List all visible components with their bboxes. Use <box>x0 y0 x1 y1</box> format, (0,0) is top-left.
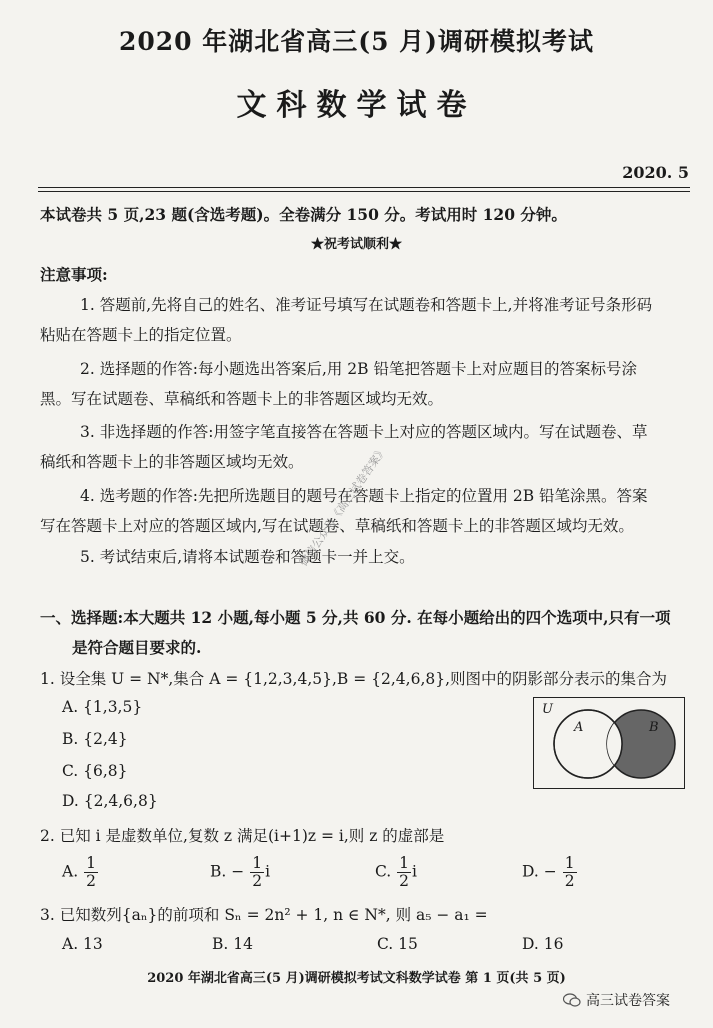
q2-option-b: B. − $\frac{1}{2}$ i <box>210 854 271 891</box>
section-1-heading-line-2: 是符合题目要求的. <box>72 638 202 657</box>
venn-set-a-label: A <box>574 720 584 735</box>
q1-option-c: C. {6,8} <box>62 762 128 780</box>
q2-option-a: A. $\frac{1}{2}$ <box>62 854 96 891</box>
q1-option-b: B. {2,4} <box>62 730 128 748</box>
exam-date: 2020. 5 <box>622 163 689 182</box>
venn-set-b-label: B <box>649 720 659 735</box>
notice-item-3-line-1: 3. 非选择题的作答:用签字笔直接答在答题卡上对应的答题区域内。写在试题卷、草 <box>80 423 648 441</box>
q3-stem: 3. 已知数列{aₙ}的前项和 Sₙ = 2n² + 1, n ∈ N*, 则 a₅ − a₁ = <box>40 906 488 924</box>
notice-item-1-line-1: 1. 答题前,先将自己的姓名、准考证号填写在试题卷和答题卡上,并将准考证号条形码 <box>80 296 653 314</box>
watermark: 微信公众号《高三试卷答案》 <box>296 444 390 569</box>
venn-diagram <box>533 697 685 789</box>
q3-option-a: A. 13 <box>62 935 103 953</box>
brand-badge <box>563 990 670 1010</box>
notice-item-2-line-1: 2. 选择题的作答:每小题选出答案后,用 2B 铅笔把答题卡上对应题目的答案标号涂 <box>80 360 637 378</box>
notice-item-1-line-2: 粘贴在答题卡上的指定位置。 <box>40 326 242 344</box>
notice-item-4-line-1: 4. 选考题的作答:先把所选题目的题号在答题卡上指定的位置用 2B 铅笔涂黑。答案 <box>80 487 648 505</box>
q1-stem: 1. 设全集 U = N*,集合 A = {1,2,3,4,5},B = {2,4,6,8},则图中的阴影部分表示的集合为 <box>40 670 668 688</box>
venn-universe-label: U <box>542 702 553 717</box>
q2-option-d: D. − $\frac{1}{2}$ <box>522 854 575 891</box>
notice-item-4-line-2: 写在答题卡上对应的答题区域内,写在试题卷、草稿纸和答题卡上的非答题区域均无效。 <box>40 517 634 535</box>
page-footer: 2020 年湖北省高三(5 月)调研模拟考试文科数学试卷 第 1 页(共 5 页) <box>147 971 566 986</box>
header-rule-bottom <box>38 191 690 192</box>
q1-option-d: D. {2,4,6,8} <box>62 792 158 810</box>
header-rule-top <box>38 187 690 188</box>
q3-option-d: D. 16 <box>522 935 564 953</box>
notice-item-2-line-2: 黑。写在试题卷、草稿纸和答题卡上的非答题区域均无效。 <box>40 390 444 408</box>
notice-item-3-line-2: 稿纸和答题卡上的非答题区域均无效。 <box>40 453 304 471</box>
q2-option-c: C. $\frac{1}{2}$ i <box>375 854 418 891</box>
q2-stem: 2. 已知 i 是虚数单位,复数 z 满足(i+1)z = i,则 z 的虚部是 <box>40 827 445 845</box>
notice-item-5: 5. 考试结束后,请将本试题卷和答题卡一并上交。 <box>80 548 415 566</box>
q1-option-a: A. {1,3,5} <box>62 698 143 716</box>
section-1-heading: 一、选择题:本大题共 12 小题,每小题 5 分,共 60 分. 在每小题给出的四个选项中,只有一项 <box>40 608 671 627</box>
exam-summary: 本试卷共 5 页,23 题(含选考题)。全卷满分 150 分。考试用时 120 分钟。 <box>40 205 567 224</box>
exam-subtitle: 文科数学试卷 <box>236 88 477 123</box>
q3-option-b: B. 14 <box>212 935 253 953</box>
good-luck-wish: ★祝考试顺利★ <box>310 237 402 252</box>
q3-option-c: C. 15 <box>377 935 418 953</box>
wechat-icon <box>563 993 581 1007</box>
brand-name: 高三试卷答案 <box>586 993 670 1009</box>
exam-title: 2020 年湖北省高三(5 月)调研模拟考试 <box>118 27 595 56</box>
notice-title: 注意事项: <box>40 265 108 284</box>
